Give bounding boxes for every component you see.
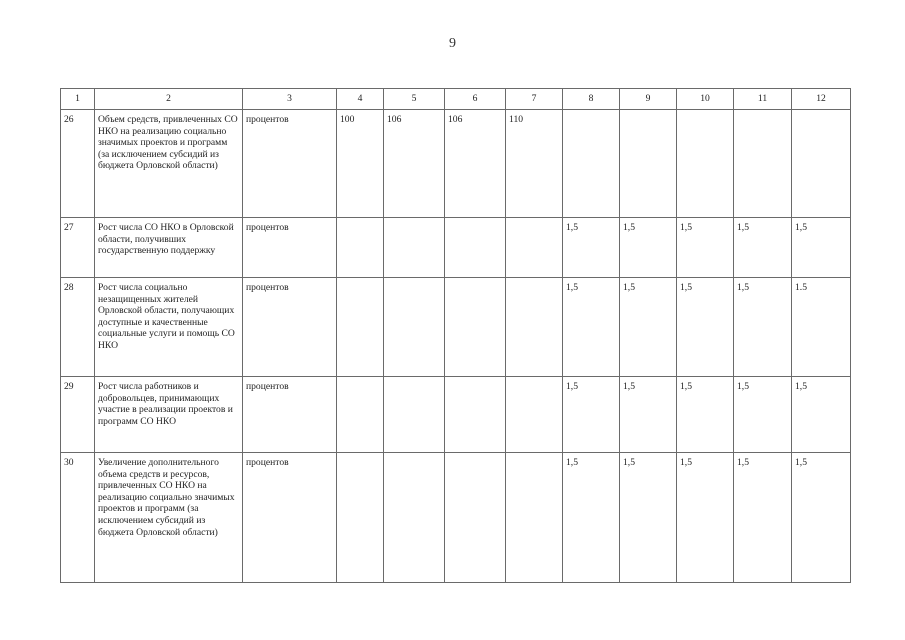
value-cell — [384, 218, 445, 278]
value-cell: 106 — [445, 110, 506, 218]
value-cell — [506, 453, 563, 583]
indicator-name: Рост числа социально незащищенных жителей Орловской области, получающих доступные и качественные социальные услуги и помощь СО НКО — [95, 278, 243, 377]
header-cell: 9 — [620, 89, 677, 110]
value-cell — [792, 110, 851, 218]
value-cell — [384, 377, 445, 453]
value-cell — [445, 278, 506, 377]
value-cell: 1,5 — [563, 278, 620, 377]
value-cell — [337, 218, 384, 278]
indicators-table — [60, 88, 851, 583]
value-cell — [337, 453, 384, 583]
value-cell: 1,5 — [620, 278, 677, 377]
value-cell: 1,5 — [734, 278, 792, 377]
value-cell: 1,5 — [563, 218, 620, 278]
row-number: 26 — [61, 110, 95, 218]
value-cell — [384, 278, 445, 377]
value-cell: 1,5 — [677, 377, 734, 453]
value-cell: 1,5 — [620, 377, 677, 453]
unit-cell: процентов — [243, 110, 337, 218]
value-cell: 1,5 — [677, 218, 734, 278]
value-cell: 110 — [506, 110, 563, 218]
value-cell — [506, 218, 563, 278]
header-cell: 10 — [677, 89, 734, 110]
value-cell: 1,5 — [563, 377, 620, 453]
header-cell: 7 — [506, 89, 563, 110]
value-cell: 1,5 — [792, 453, 851, 583]
value-cell: 1,5 — [677, 453, 734, 583]
header-cell: 6 — [445, 89, 506, 110]
value-cell — [734, 110, 792, 218]
indicator-name: Объем средств, привлеченных СО НКО на реализацию социально значимых проектов и программ (за исключением субсидий из бюджета Орловской области) — [95, 110, 243, 218]
header-cell: 5 — [384, 89, 445, 110]
row-number: 30 — [61, 453, 95, 583]
value-cell: 1,5 — [620, 218, 677, 278]
value-cell: 1,5 — [734, 377, 792, 453]
value-cell — [506, 377, 563, 453]
value-cell — [620, 110, 677, 218]
value-cell: 1.5 — [792, 278, 851, 377]
value-cell: 100 — [337, 110, 384, 218]
table-row — [61, 278, 851, 377]
value-cell — [677, 110, 734, 218]
header-cell: 8 — [563, 89, 620, 110]
value-cell — [337, 278, 384, 377]
header-cell: 12 — [792, 89, 851, 110]
row-number: 29 — [61, 377, 95, 453]
value-cell: 1,5 — [792, 377, 851, 453]
page-number: 9 — [449, 36, 456, 51]
unit-cell: процентов — [243, 453, 337, 583]
value-cell: 1,5 — [563, 453, 620, 583]
table-row — [61, 377, 851, 453]
header-cell: 2 — [95, 89, 243, 110]
unit-cell: процентов — [243, 278, 337, 377]
value-cell: 1,5 — [620, 453, 677, 583]
unit-cell: процентов — [243, 218, 337, 278]
value-cell: 1,5 — [734, 453, 792, 583]
value-cell — [445, 377, 506, 453]
header-cell: 4 — [337, 89, 384, 110]
indicator-name: Рост числа работников и добровольцев, принимающих участие в реализации проектов и программ СО НКО — [95, 377, 243, 453]
value-cell: 1,5 — [734, 218, 792, 278]
header-cell: 11 — [734, 89, 792, 110]
value-cell — [563, 110, 620, 218]
unit-cell: процентов — [243, 377, 337, 453]
value-cell — [384, 453, 445, 583]
header-cell: 1 — [61, 89, 95, 110]
header-cell: 3 — [243, 89, 337, 110]
row-number: 27 — [61, 218, 95, 278]
table-row — [61, 453, 851, 583]
value-cell: 106 — [384, 110, 445, 218]
table-row — [61, 218, 851, 278]
value-cell — [445, 453, 506, 583]
value-cell — [445, 218, 506, 278]
value-cell — [506, 278, 563, 377]
row-number: 28 — [61, 278, 95, 377]
value-cell — [337, 377, 384, 453]
indicator-name: Рост числа СО НКО в Орловской области, получивших государственную поддержку — [95, 218, 243, 278]
indicator-name: Увеличение дополнительного объема средств и ресурсов, привлеченных СО НКО на реализацию социально значимых проектов и программ (за исключением субсидий из бюджета Орловской области) — [95, 453, 243, 583]
table-row — [61, 110, 851, 218]
value-cell: 1,5 — [792, 218, 851, 278]
header-row — [61, 89, 851, 110]
value-cell: 1,5 — [677, 278, 734, 377]
